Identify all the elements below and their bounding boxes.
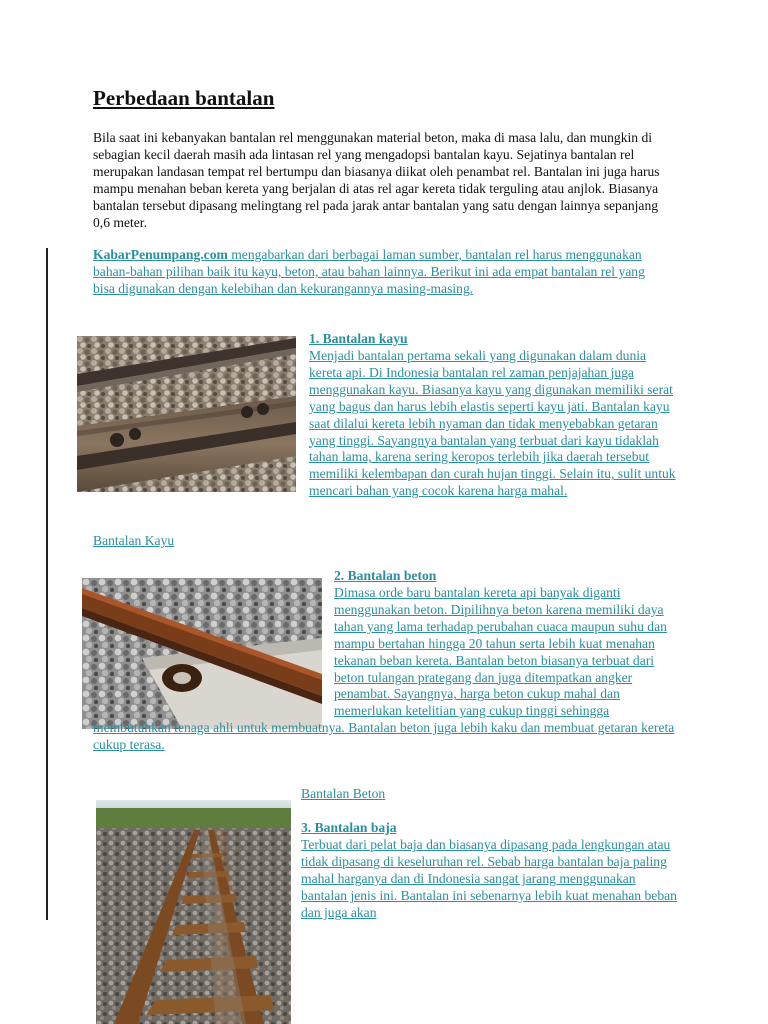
section-heading[interactable]: 3. Bantalan baja xyxy=(301,820,397,835)
section-heading[interactable]: 1. Bantalan kayu xyxy=(309,331,408,346)
section-concrete-sleeper[interactable] xyxy=(334,568,679,585)
text-wrap-spacer xyxy=(93,585,334,720)
text-wrap-spacer xyxy=(93,348,309,496)
caption-wooden-sleeper[interactable]: Bantalan Kayu xyxy=(93,533,175,548)
intro-paragraph: Bila saat ini kebanyakan bantalan rel menggunakan material beton, maka di masa lalu, dan mungkin di sebagian kecil daerah masih ada lintasan rel yang mengadopsi bantalan kayu. Sejatinya bantalan rel merupakan landasan tempat rel bertumpu dan biasanya diikat oleh penambat rel. Bantalan ini juga harus mampu menahan beban kereta yang berjalan di atas rel agar kereta tidak terguling atau anjlok. Biasanya bantalan tersebut dipasang melingtang rel pada jarak antar bantalan yang satu dengan lainnya sepanjang 0,6 meter. xyxy=(93,130,660,230)
section-body-text[interactable]: Terbuat dari pelat baja dan biasanya dipasang pada lengkungan atau tidak dipasang di keseluruhan rel. Sebab harga bantalan baja paling mahal harganya dan di Indonesia sangat jarang menggunakan bantalan jenis ini. Bantalan ini sebenarnya lebih kuat menahan beban dan juga akan xyxy=(301,837,677,921)
section-wooden-sleeper[interactable] xyxy=(309,331,677,348)
source-link[interactable]: KabarPenumpang.com xyxy=(93,247,228,262)
section-body[interactable] xyxy=(93,348,678,500)
section-body-text[interactable]: Dimasa orde baru bantalan kereta api banyak diganti menggunakan beton. Dipilihnya beton karena memiliki daya tahan yang lama terhadap perubahan cuaca maupun suhu dan mampu bertahan hingga 20 tahun serta lebih kuat menahan tekanan beban kereta. Bantalan beton biasanya terbuat dari beton tulangan prategang dan juga ditempatkan angker penambat. Sayangnya, harga beton cukup mahal dan memerlukan ketelitian yang cukup tinggi sehingga membutuhkan tenaga ahli untuk membuatnya. Bantalan beton juga lebih kaku dan membuat getaran kereta cukup terasa. xyxy=(93,585,675,753)
caption-concrete-sleeper[interactable]: Bantalan Beton xyxy=(301,786,386,801)
section-body-text[interactable]: Menjadi bantalan pertama sekali yang digunakan dalam dunia kereta api. Di Indonesia bantalan rel zaman penjajahan juga menggunakan kayu. Biasanya kayu yang digunakan memiliki serat yang bagus dan harus lebih elastis seperti kayu jati. Bantalan kayu saat dilalui kereta lebih nyaman dan tidak menyebabkan getaran yang tinggi. Sayangnya bantalan yang terbuat dari kayu tidaklah tahan lama, karena sering keropos terlebih jika daerah tersebut memiliki kelembapan dan curah hujan tinggi. Selain itu, sulit untuk mencari bahan yang cocok karena harga mahal. xyxy=(309,348,676,499)
lead-text[interactable]: mengabarkan dari berbagai laman sumber, bantalan rel harus menggunakan bahan-bahan pilihan baik itu kayu, beton, atau bahan lainnya. Berikut ini ada empat bantalan rel yang bisa digunakan dengan kelebihan dan kekurangannya masing-masing. xyxy=(93,247,645,296)
section-body[interactable] xyxy=(93,585,679,754)
lead-paragraph[interactable] xyxy=(93,246,668,297)
steel-sleeper-photo xyxy=(96,800,291,1024)
section-heading[interactable]: 2. Bantalan beton xyxy=(334,568,437,583)
margin-rule xyxy=(46,248,48,920)
section-steel-sleeper[interactable] xyxy=(301,820,681,922)
page-title: Perbedaan bantalan xyxy=(93,86,275,110)
